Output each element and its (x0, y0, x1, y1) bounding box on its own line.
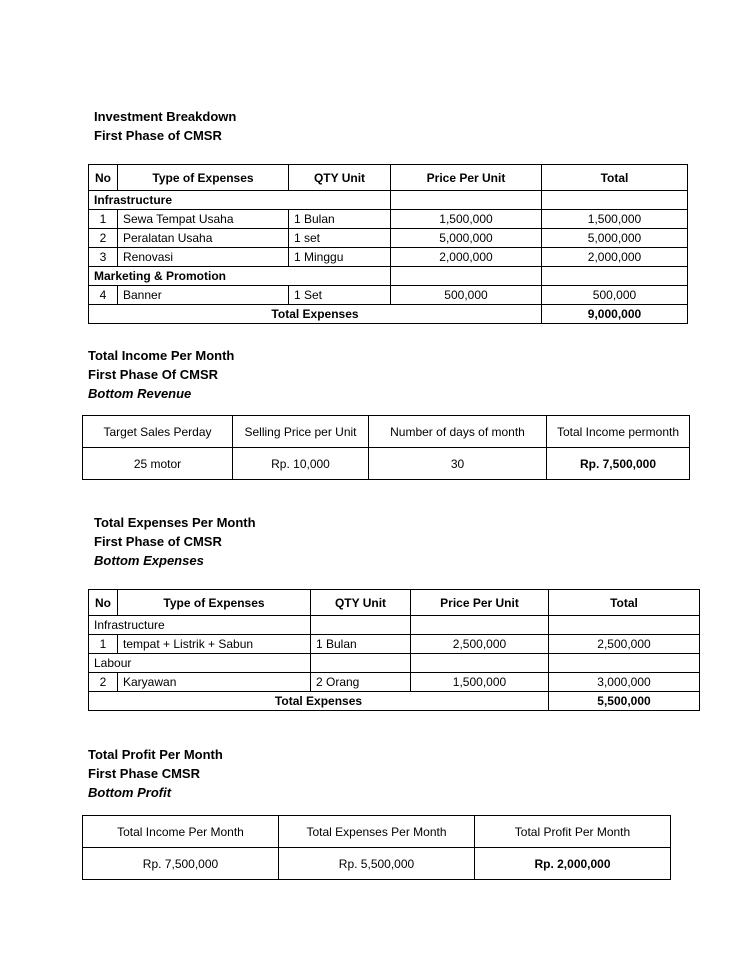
group-row (89, 654, 700, 673)
value-total-profit: Rp. 2,000,000 (475, 848, 671, 880)
table-row (83, 448, 690, 480)
section-note: Bottom Profit (88, 785, 172, 800)
section-note: Bottom Expenses (94, 553, 204, 568)
header-total: Total (542, 165, 688, 191)
header-days: Number of days of month (369, 416, 547, 448)
row-no: 2 (89, 673, 118, 692)
table-row (89, 248, 688, 267)
value-total-expenses: Rp. 5,500,000 (279, 848, 475, 880)
row-type: Banner (118, 286, 289, 305)
header-qty: QTY Unit (311, 590, 411, 616)
value-total-income: Rp. 7,500,000 (547, 448, 690, 480)
table-row (83, 848, 671, 880)
table-header-row (89, 590, 700, 616)
value-target-sales: 25 motor (83, 448, 233, 480)
investment-table (88, 164, 688, 324)
total-value: 5,500,000 (549, 692, 700, 711)
table-row (89, 673, 700, 692)
total-label: Total Expenses (89, 305, 542, 324)
row-total: 5,000,000 (542, 229, 688, 248)
section-subtitle: First Phase CMSR (88, 766, 200, 781)
row-price: 500,000 (391, 286, 542, 305)
section-title: Total Expenses Per Month (94, 515, 256, 530)
group-row (89, 267, 688, 286)
row-total: 1,500,000 (542, 210, 688, 229)
table-row (89, 635, 700, 654)
header-total: Total (549, 590, 700, 616)
header-target-sales: Target Sales Perday (83, 416, 233, 448)
header-no: No (89, 165, 118, 191)
table-header-row (83, 416, 690, 448)
row-qty: 1 Minggu (289, 248, 391, 267)
income-table (82, 415, 690, 480)
section-subtitle: First Phase of CMSR (94, 534, 222, 549)
section-subtitle: First Phase of CMSR (94, 128, 222, 143)
table-row (89, 286, 688, 305)
expenses-heading (94, 513, 256, 570)
header-type: Type of Expenses (118, 590, 311, 616)
row-type: tempat + Listrik + Sabun (118, 635, 311, 654)
row-type: Sewa Tempat Usaha (118, 210, 289, 229)
section-title: Total Profit Per Month (88, 747, 223, 762)
row-no: 1 (89, 635, 118, 654)
header-total-profit: Total Profit Per Month (475, 816, 671, 848)
row-qty: 1 Bulan (311, 635, 411, 654)
income-heading (88, 346, 234, 403)
row-qty: 1 Bulan (289, 210, 391, 229)
header-qty: QTY Unit (289, 165, 391, 191)
row-qty: 2 Orang (311, 673, 411, 692)
total-row (89, 305, 688, 324)
row-qty: 1 Set (289, 286, 391, 305)
value-selling-price: Rp. 10,000 (233, 448, 369, 480)
row-no: 2 (89, 229, 118, 248)
header-total-expenses: Total Expenses Per Month (279, 816, 475, 848)
section-note: Bottom Revenue (88, 386, 192, 401)
total-row (89, 692, 700, 711)
row-qty: 1 set (289, 229, 391, 248)
header-no: No (89, 590, 118, 616)
total-label: Total Expenses (89, 692, 549, 711)
row-price: 2,000,000 (391, 248, 542, 267)
table-header-row (83, 816, 671, 848)
total-value: 9,000,000 (542, 305, 688, 324)
profit-table (82, 815, 671, 880)
group-row (89, 191, 688, 210)
table-row (89, 229, 688, 248)
row-no: 3 (89, 248, 118, 267)
row-price: 1,500,000 (411, 673, 549, 692)
row-total: 2,500,000 (549, 635, 700, 654)
group-label: Infrastructure (89, 616, 311, 635)
row-price: 5,000,000 (391, 229, 542, 248)
header-total-income: Total Income permonth (547, 416, 690, 448)
row-price: 1,500,000 (391, 210, 542, 229)
row-no: 1 (89, 210, 118, 229)
header-price: Price Per Unit (411, 590, 549, 616)
row-price: 2,500,000 (411, 635, 549, 654)
header-type: Type of Expenses (118, 165, 289, 191)
expenses-table (88, 589, 700, 711)
header-price: Price Per Unit (391, 165, 542, 191)
row-type: Karyawan (118, 673, 311, 692)
row-total: 500,000 (542, 286, 688, 305)
row-type: Renovasi (118, 248, 289, 267)
row-no: 4 (89, 286, 118, 305)
group-label: Infrastructure (89, 191, 391, 210)
value-days: 30 (369, 448, 547, 480)
table-header-row (89, 165, 688, 191)
group-row (89, 616, 700, 635)
section-title: Total Income Per Month (88, 348, 235, 363)
row-type: Peralatan Usaha (118, 229, 289, 248)
investment-heading (94, 107, 236, 145)
section-subtitle: First Phase Of CMSR (88, 367, 219, 382)
row-total: 2,000,000 (542, 248, 688, 267)
value-total-income: Rp. 7,500,000 (83, 848, 279, 880)
row-total: 3,000,000 (549, 673, 700, 692)
table-row (89, 210, 688, 229)
header-selling-price: Selling Price per Unit (233, 416, 369, 448)
profit-heading (88, 745, 223, 802)
section-title: Investment Breakdown (94, 109, 237, 124)
header-total-income: Total Income Per Month (83, 816, 279, 848)
group-label: Marketing & Promotion (89, 267, 391, 286)
group-label: Labour (89, 654, 311, 673)
